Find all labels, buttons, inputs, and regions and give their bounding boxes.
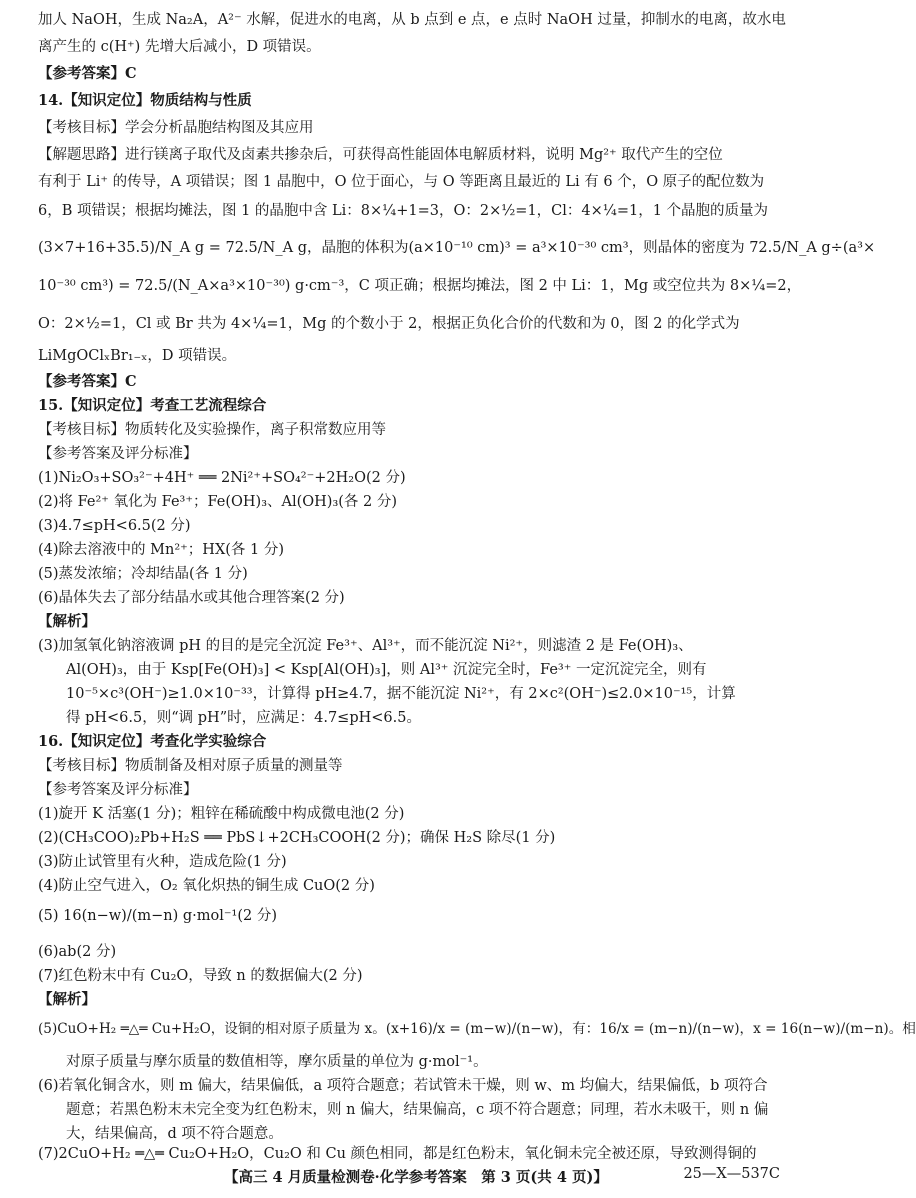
- footer-title: 【高三 4 月质量检测卷·化学参考答案 第 3 页(共 4 页)】: [224, 1169, 608, 1186]
- text-line: (6)晶体失去了部分结晶水或其他合理答案(2 分): [38, 590, 345, 606]
- text-line: (3)加氢氧化钠溶液调 pH 的目的是完全沉淀 Fe³⁺、Al³⁺，而不能沉淀 Ni²⁺，则滤渣 2 是 Fe(OH)₃、: [38, 638, 693, 654]
- answer-label: 【参考答案】C: [38, 373, 137, 390]
- text-line: (5) 16(n−w)/(m−n) g·mol⁻¹(2 分): [38, 908, 277, 924]
- text-line: 10⁻³⁰ cm³) = 72.5/(N_A×a³×10⁻³⁰) g·cm⁻³，C 项正确；根据均摊法，图 2 中 Li：1，Mg 或空位共为 8×¼=2，: [38, 278, 802, 294]
- text-line: 【考核目标】物质转化及实验操作，离子积常数应用等: [38, 422, 386, 438]
- text-line: (2)将 Fe²⁺ 氧化为 Fe³⁺；Fe(OH)₃、Al(OH)₃(各 2 分): [38, 494, 398, 510]
- page-footer: [38, 1166, 780, 1188]
- text-line: 【考核目标】学会分析晶胞结构图及其应用: [38, 120, 314, 136]
- question-heading: 16.【知识定位】考查化学实验综合: [38, 733, 267, 750]
- text-line: 【解题思路】进行镁离子取代及卤素共掺杂后，可获得高性能固体电解质材料，说明 Mg²⁺ 取代产生的空位: [38, 147, 723, 163]
- text-line: 10⁻⁵×c³(OH⁻)≥1.0×10⁻³³，计算得 pH≥4.7，据不能沉淀 Ni²⁺，有 2×c²(OH⁻)≤2.0×10⁻¹⁵，计算: [66, 686, 736, 702]
- text-line: (4)防止空气进入，O₂ 氧化炽热的铜生成 CuO(2 分): [38, 878, 375, 894]
- question-heading: 14.【知识定位】物质结构与性质: [38, 92, 252, 109]
- text-line: 加人 NaOH，生成 Na₂A，A²⁻ 水解，促进水的电离，从 b 点到 e 点，e 点时 NaOH 过量，抑制水的电离，故水电: [38, 12, 786, 28]
- text-line: (7)红色粉末中有 Cu₂O，导致 n 的数据偏大(2 分): [38, 968, 363, 984]
- text-line: (3)4.7≤pH<6.5(2 分): [38, 518, 191, 534]
- analysis-label: 【解析】: [38, 613, 96, 630]
- text-line: Al(OH)₃，由于 Ksp[Fe(OH)₃] < Ksp[Al(OH)₃]，则 Al³⁺ 沉淀完全时，Fe³⁺ 一定沉淀完全，则有: [66, 662, 707, 678]
- text-line: (1)旋开 K 活塞(1 分)；粗锌在稀硫酸中构成微电池(2 分): [38, 806, 405, 822]
- text-line: (1)Ni₂O₃+SO₃²⁻+4H⁺ ══ 2Ni²⁺+SO₄²⁻+2H₂O(2 分): [38, 470, 406, 486]
- text-line: 大，结果偏高，d 项不符合题意。: [66, 1126, 283, 1142]
- text-line: (6)ab(2 分): [38, 944, 117, 960]
- text-line: (7)2CuO+H₂ ═△═ Cu₂O+H₂O，Cu₂O 和 Cu 颜色相同，都是红色粉末，氧化铜未完全被还原，导致测得铜的: [38, 1146, 757, 1162]
- text-line: (6)若氧化铜含水，则 m 偏大，结果偏低，a 项符合题意；若试管未干燥，则 w、m 均偏大，结果偏低，b 项符合: [38, 1078, 768, 1094]
- answer-label: 【参考答案】C: [38, 65, 137, 82]
- text-line: (2)(CH₃COO)₂Pb+H₂S ══ PbS↓+2CH₃COOH(2 分)；确保 H₂S 除尽(1 分): [38, 830, 556, 846]
- text-line: O：2×½=1，Cl 或 Br 共为 4×¼=1，Mg 的个数小于 2，根据正负化合价的代数和为 0，图 2 的化学式为: [38, 316, 740, 332]
- text-line: 【参考答案及评分标准】: [38, 782, 198, 798]
- text-line: (5)蒸发浓缩；冷却结晶(各 1 分): [38, 566, 248, 582]
- text-line: (3)防止试管里有火种，造成危险(1 分): [38, 854, 287, 870]
- text-line: 得 pH<6.5，则“调 pH”时，应满足：4.7≤pH<6.5。: [66, 710, 421, 726]
- text-line: (3×7+16+35.5)/N_A g = 72.5/N_A g，晶胞的体积为(a×10⁻¹⁰ cm)³ = a³×10⁻³⁰ cm³，则晶体的密度为 72.5/N_A g÷(a³×: [38, 240, 876, 256]
- text-line: 6，B 项错误；根据均摊法，图 1 的晶胞中含 Li：8×¼+1=3，O：2×½=1，Cl：4×¼=1，1 个晶胞的质量为: [38, 203, 769, 219]
- text-line: 题意；若黑色粉末未完全变为红色粉末，则 n 偏大，结果偏高，c 项不符合题意；同理，若水未吸干，则 n 偏: [66, 1102, 769, 1118]
- question-heading: 15.【知识定位】考查工艺流程综合: [38, 397, 267, 414]
- text-line: 有利于 Li⁺ 的传导，A 项错误；图 1 晶胞中，O 位于面心，与 O 等距离且最近的 Li 有 6 个，O 原子的配位数为: [38, 174, 765, 190]
- analysis-label: 【解析】: [38, 991, 96, 1008]
- footer-code: 25—X—537C: [683, 1166, 780, 1182]
- text-line: 【考核目标】物质制备及相对原子质量的测量等: [38, 758, 343, 774]
- text-line: 对原子质量与摩尔质量的数值相等，摩尔质量的单位为 g·mol⁻¹。: [66, 1054, 488, 1070]
- text-line: (4)除去溶液中的 Mn²⁺；HX(各 1 分): [38, 542, 285, 558]
- text-line: 离产生的 c(H⁺) 先增大后减小，D 项错误。: [38, 39, 321, 55]
- text-line: LiMgOClₓBr₁₋ₓ，D 项错误。: [38, 348, 237, 364]
- text-line: (5)CuO+H₂ ═△═ Cu+H₂O，设铜的相对原子质量为 x。(x+16)/x = (m−w)/(n−w)，有：16/x = (m−n)/(n−w)，x = 16(n−w)/(m−n)。相: [38, 1021, 916, 1037]
- text-line: 【参考答案及评分标准】: [38, 446, 198, 462]
